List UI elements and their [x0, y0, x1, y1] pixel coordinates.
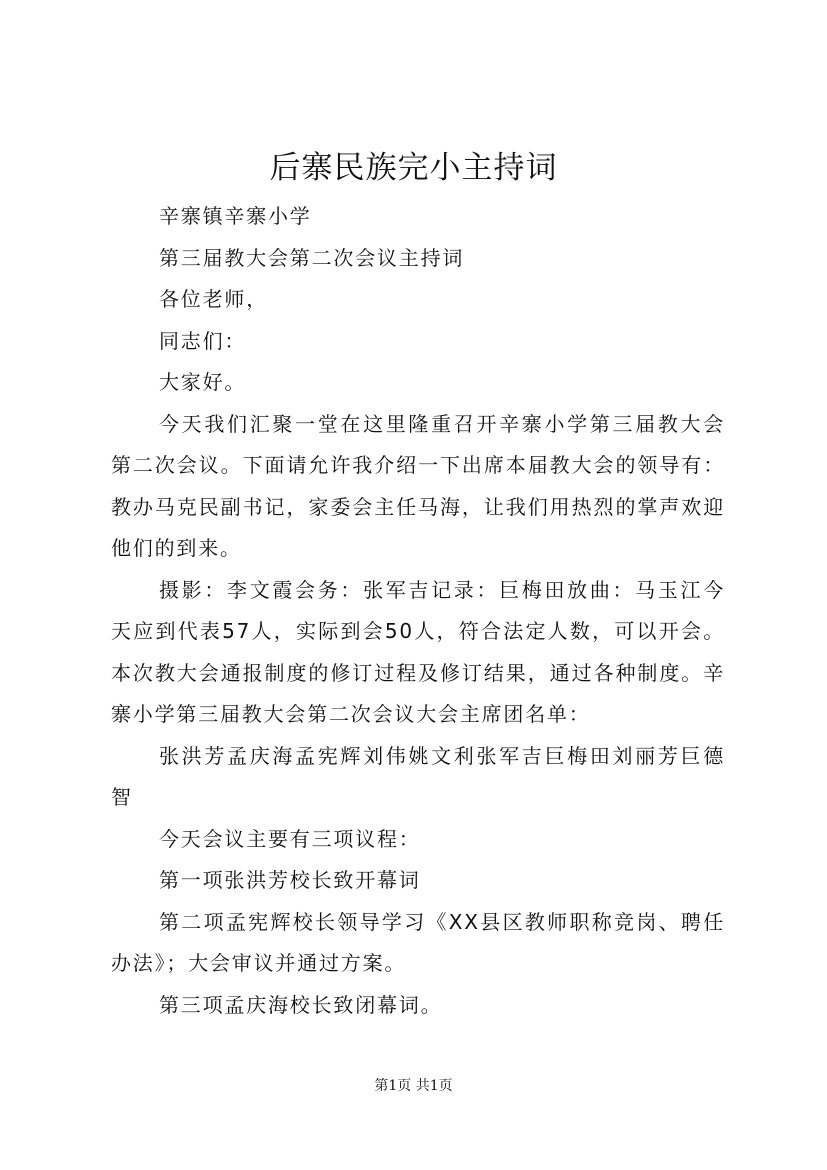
paragraph-school: 辛寨镇辛寨小学 — [159, 204, 312, 228]
paragraph-agenda-item-1: 第一项张洪芳校长致开幕词 — [159, 868, 421, 892]
paragraph-presidium-list: 张洪芳孟庆海孟宪辉刘伟姚文利张军吉巨梅田刘丽芳巨德智 — [111, 743, 725, 809]
paragraph-agenda-item-2: 第二项孟宪辉校长领导学习《XX县区教师职称竞岗、聘任办法》；大会审议并通过方案。 — [111, 909, 725, 975]
paragraph-greeting-comrades: 同志们： — [159, 328, 247, 353]
paragraph-greeting-teachers: 各位老师， — [159, 287, 268, 311]
paragraph-attendance: 摄影：李文霞会务：张军吉记录：巨梅田放曲：马玉江今天应到代表57人，实际到会50人，符合法定人数，可以开会。本次教大会通报制度的修订过程及修订结果，通过各种制度。辛寨小学第三届教大会第二次会议大会主席团名单： — [111, 577, 725, 726]
page-footer: 第1页 共1页 — [374, 1078, 453, 1094]
paragraph-agenda-intro: 今天会议主要有三项议程： — [159, 826, 421, 851]
paragraph-agenda-item-3: 第三项孟庆海校长致闭幕词。 — [159, 992, 443, 1017]
paragraph-hello: 大家好。 — [159, 370, 247, 394]
paragraph-introduction: 今天我们汇聚一堂在这里隆重召开辛寨小学第三届教大会第二次会议。下面请允许我介绍一下出席本届教大会的领导有：教办马克民副书记，家委会主任马海，让我们用热烈的掌声欢迎他们的到来。 — [111, 411, 725, 560]
paragraph-meeting-name: 第三届教大会第二次会议主持词 — [159, 245, 465, 270]
document-body — [111, 196, 725, 1026]
document-title: 后寨民族完小主持词 — [269, 150, 558, 186]
